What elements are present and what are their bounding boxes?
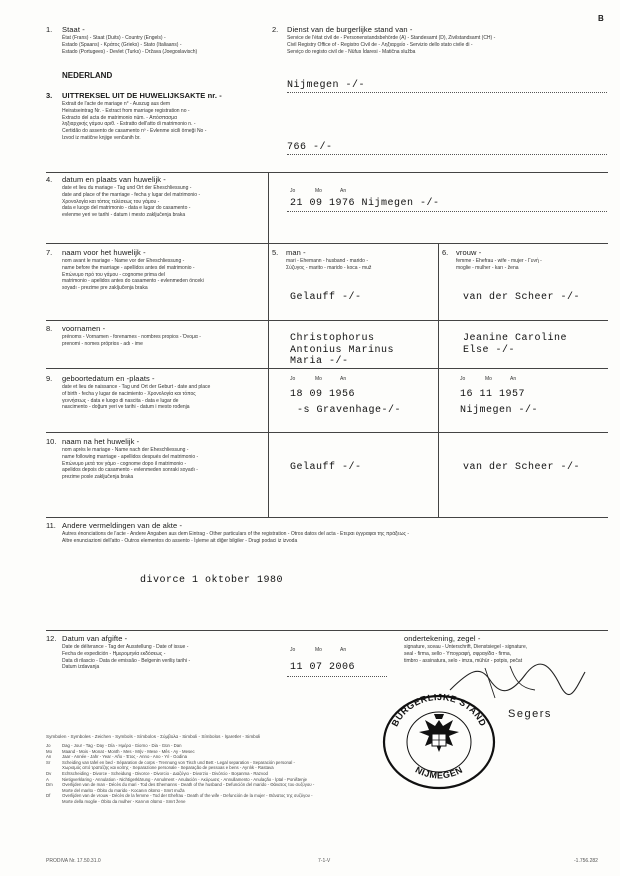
s4-title: datum en plaats van huwelijk -	[62, 175, 166, 184]
country-value: NEDERLAND	[62, 71, 113, 80]
s7-line: name before the marriage - apellidos antes del matrimonio -	[62, 264, 195, 271]
wife-name-before-value: van der Scheer -/-	[463, 292, 581, 303]
legend-text: Χωρισμός από τραπέζης και κοίτης - Separazione personale - Separação de pessoas e bens - Ayrılık - Rastava	[62, 765, 274, 771]
s11-number: 11.	[46, 521, 56, 530]
s2-line: Civil Registry Office of - Registro Civil de - Ληξιαρχείο - Servizio dello stato civile di -	[287, 41, 473, 48]
s1-number: 1.	[46, 25, 53, 34]
s11-line: Autres énonciations de l'acte - Andere Angaben aus dem Eintrag - Other particulars of the registration - Otros datos del acta - Ετεραι έγγραφαι της πράξεως -	[62, 531, 409, 537]
s2-line: Serviço do registo civil de - Nüfus İdaresi - Matična služba	[287, 48, 416, 55]
signature-line: timbro - assinatura, selo - imza, mühür - potpis, pečat	[404, 657, 523, 664]
signature-title: ondertekening, zegel -	[404, 634, 481, 643]
month-label: Mo	[485, 376, 492, 382]
s7-translations	[62, 258, 267, 292]
s3-line: ληξιαρχικής γάμου αριθ. - Estratto dell'atto di matrimonio n. -	[62, 121, 196, 128]
s4-line: Χρονολογία και τόπος τελέσεως του γάμου -	[62, 198, 160, 205]
s9-line: date et lieu de naissance - Tag und Ort der Geburt - date and place	[62, 384, 211, 390]
legend-text: Jaar - Année - Jahr - Year - Año - Έτος - Anno - Ano - Yıl - Godina	[62, 754, 187, 760]
s4-line: evlenme yeri ve tarihi - datum i mesto zaključenja braka	[62, 212, 186, 219]
forename-line: Maria -/-	[290, 356, 349, 367]
legend-text: Overlijden van de vrouw - Décès de la femme - Tod der Ehefrau - Death of the wife - Defunción de la mujer - Θάνατος της συζύγου -	[62, 793, 313, 799]
legend-text: Maand - Mois - Monat - Month - Mes - Μήν - Mese - Mês - Ay - Mesec	[62, 748, 195, 754]
corner-letter: B	[598, 14, 604, 23]
s9-line: γεννήσεως - data e luogo di nascita - data e lugar de	[62, 397, 179, 404]
stamp-top-text: BURGERLIJKE STAND	[389, 691, 489, 728]
s8-line: prénoms - Vornamen - forenames - nombres propios - Όνομα -	[62, 334, 201, 340]
s2-title: Dienst van de burgerlijke stand van -	[287, 25, 413, 34]
s6-title: vrouw -	[456, 248, 482, 257]
s10-line: name following marriage - apellidos después del matrimonio -	[62, 453, 199, 460]
s2-line: Service de l'état civil de - Personenstandsbehörde (A) - Standesamt (D), Zivilstandsamt (CH) -	[287, 35, 496, 41]
year-label: An	[340, 647, 347, 653]
husband-forenames-value	[290, 333, 394, 368]
footer-form-code: PRODIVA Nr. 17.50.31.0	[46, 858, 101, 864]
signature-line: signature, sceau - Unterschrift, Dienstsiegel - signature,	[404, 644, 528, 650]
other-particulars-value: divorce 1 oktober 1980	[140, 575, 284, 586]
s5-number: 5.	[272, 248, 279, 257]
s9-title: geboortedatum en -plaats -	[62, 374, 155, 383]
legend-key: Sr	[46, 759, 51, 765]
legend-key: A	[46, 776, 49, 782]
day-label: Jo	[290, 188, 296, 194]
s8-number: 8.	[46, 324, 53, 333]
wife-forenames-value	[463, 333, 567, 356]
s10-translations	[62, 447, 267, 481]
day-label: Jo	[460, 376, 466, 382]
s2-translations	[287, 35, 607, 55]
footer-center-code: 7-1-V	[318, 858, 331, 864]
s3-translations	[62, 101, 272, 142]
s5-translations	[286, 258, 436, 272]
s4-translations	[62, 185, 267, 219]
s12-line: Date de délivrance - Tag der Ausstellung - Date of issue -	[62, 644, 189, 650]
s10-title: naam na het huwelijk -	[62, 437, 140, 446]
s1-line: Estado (Portugees) - Devlet (Turks) - Država (Joegoslavisch)	[62, 48, 198, 55]
column-divider	[438, 243, 439, 517]
s3-dotted-line	[287, 154, 607, 155]
s6-translations	[456, 258, 606, 272]
table-rule	[46, 517, 608, 518]
s2-number: 2.	[272, 25, 279, 34]
year-label: An	[510, 376, 517, 382]
s7-line: matrimonio - apelidos antes do casamento - evlenmeden önceki	[62, 278, 204, 285]
s7-line: nom avant le mariage - Name vor der Eheschliessung -	[62, 258, 185, 264]
s1-title: Staat -	[62, 25, 85, 34]
stamp-bottom-text: NIJMEGEN	[413, 764, 465, 781]
symbols-title: Symbolen - Symboles - Zeichen - Symbols - Símbolos - Σύμβολα - Simboli - Símbolos - İşaretler - Simboli	[46, 734, 261, 739]
day-label: Jo	[290, 376, 296, 382]
table-rule	[46, 368, 608, 369]
symbols-legend	[46, 743, 446, 805]
month-label: Mo	[315, 647, 322, 653]
forename-line: Jeanine Caroline	[463, 333, 568, 344]
s9-line: of birth - fecha y lugar de nacimiento - Χρονολογία και τόπος	[62, 390, 196, 397]
table-rule	[46, 243, 608, 244]
signature-line: seal - firma, sello - Υπογραφή, σφραγίδα - firma,	[404, 650, 512, 657]
wife-name-after-value: van der Scheer -/-	[463, 462, 581, 473]
s3-line: Izvod iz matične knjige venčanih br.	[62, 134, 141, 141]
wife-birth-date-value: 16 11 1957	[460, 389, 526, 400]
s8-translations	[62, 334, 267, 348]
legend-text: Morte del marito - Óbito do marido - Kocanın ölümü - Smrt muža	[62, 787, 185, 793]
s4-line: date and place of the marriage - fecha y lugar del matrimonio -	[62, 191, 201, 198]
s3-title: UITTREKSEL UIT DE HUWELIJKSAKTE nr. -	[62, 91, 222, 100]
s12-dotted-line	[287, 676, 387, 677]
legend-key: Mo	[46, 748, 52, 754]
column-divider	[268, 172, 269, 517]
legend-key: An	[46, 754, 52, 760]
s1-line: État (Frans) - Staat (Duits) - Country (Engels) -	[62, 35, 166, 41]
s8-title: voornamen -	[62, 324, 106, 333]
s10-line: Επώνυμο μετά τον γάμο - cognome dopo il matrimonio -	[62, 460, 187, 467]
s1-translations	[62, 35, 262, 55]
s12-title: Datum van afgifte -	[62, 634, 128, 643]
s2-dotted-line	[287, 92, 607, 93]
legend-text: Echtscheiding - Divorce - Scheidung - Divorce - Divorcio - Διαζύγιο - Divorzio - Divórcio - Boşanma - Razvod	[62, 770, 268, 776]
table-rule	[46, 172, 608, 173]
table-rule	[46, 320, 608, 321]
s9-line: nascimento - doğum yeri ve tarihi - datum i mesto rođenja	[62, 404, 190, 411]
s6-number: 6.	[442, 248, 449, 257]
husband-birth-place-value: -s Gravenhage-/-	[297, 405, 402, 416]
table-rule	[46, 630, 608, 631]
s7-number: 7.	[46, 248, 53, 257]
s10-line: apelidos depois do casamento - evlenmeden sonraki soyadı -	[62, 467, 198, 474]
legend-text: Morte della moglie - Óbito da mulher - Karının ölümü - Smrt žene	[62, 798, 186, 804]
legend-key: Dv	[46, 770, 52, 776]
husband-birth-date-value: 18 09 1956	[290, 389, 356, 400]
s11-title: Andere vermeldingen van de akte -	[62, 521, 183, 530]
s7-line: Επώνυμο πρό του γάμου - cognome prima del	[62, 271, 165, 278]
month-label: Mo	[315, 188, 322, 194]
forename-line: Else -/-	[463, 344, 516, 356]
legend-key: Dm	[46, 782, 53, 788]
legend-key: Jo	[46, 743, 51, 748]
legend-row	[46, 799, 446, 805]
year-label: An	[340, 188, 347, 194]
s5-title: man -	[286, 248, 306, 257]
forename-line: Christophorus	[290, 333, 375, 344]
legend-key: Df	[46, 793, 51, 799]
legend-text: Scheiding van tafel en bed - Séparation de corps - Trennung von Tisch und Bett - Legal separation - Separación personal -	[62, 759, 295, 765]
s4-dotted-line	[287, 211, 607, 212]
registry-office-value: Nijmegen -/-	[287, 80, 366, 91]
footer-serial: -1.756.282	[574, 858, 598, 864]
s3-line: Heiratseintrag Nr. - Extract from marriage registration no -	[62, 107, 190, 114]
s12-line: Fecha de expedición - Ημερομηνία εκδόσεως -	[62, 650, 166, 657]
s11-translations	[62, 531, 610, 545]
s11-line: Altre enunciazioni dell'atto - Outros elementos do assento - İşleme ait diğer bilgiler - Drugi podaci iz izvoda	[62, 537, 298, 544]
s9-translations	[62, 384, 267, 411]
s12-translations	[62, 644, 272, 671]
s6-line: femme - Ehefrau - wife - mujer - Γυνή -	[456, 258, 542, 264]
legend-text: Overlijden van de man - Décès du mari - Tod des Ehemanns - Death of the husband - Defunción del marido - Θάνατος του συζύγου -	[62, 782, 315, 788]
year-label: An	[340, 376, 347, 382]
s8-line: prenomi - nomes próprios - adı - ime	[62, 340, 143, 347]
issue-date-value: 11 07 2006	[290, 662, 356, 673]
s12-line: Data di rilascio - Data de emissão - Belgenin veriliş tarihi -	[62, 657, 191, 664]
s3-line: Certidão do assento de casamento nº - Evlenme sicili örneği No -	[62, 128, 207, 135]
s3-line: Extrait de l'acte de mariage n° - Auszug aus dem	[62, 101, 171, 107]
month-label: Mo	[315, 376, 322, 382]
wife-birth-place-value: Nijmegen -/-	[460, 405, 539, 416]
s7-line: soyadı - prezime pre zaključenja braka	[62, 285, 148, 292]
s4-line: date et lieu du mariage - Tag und Ort der Eheschliessung -	[62, 185, 192, 191]
legend-text: Nietigverklaring - Annulation - Nichtigerklärung - Annulment - Anulación - Ακύρωσις - Annullamento - Anulação - İptal - Poništenje	[62, 776, 308, 782]
s10-line: prezime posle zaključenja braka	[62, 474, 134, 481]
s10-line: nom après le mariage - Name nach der Eheschliessung -	[62, 447, 189, 453]
registrar-name: Segers	[508, 708, 552, 720]
husband-name-before-value: Gelauff -/-	[290, 292, 362, 303]
legend-text: Dag - Jour - Tag - Day - Día - Ημέρα - Giorno - Dia - Gün - Dan	[62, 743, 182, 748]
forename-line: Antonius Marinus	[290, 344, 395, 356]
s10-number: 10.	[46, 437, 57, 446]
s7-title: naam voor het huwelijk -	[62, 248, 146, 257]
s5-line: Σύζυγος - marito - marido - koca - muž	[286, 264, 372, 271]
s3-line: Extracto del acta de matrimonio núm. - Απόσπασμα	[62, 114, 178, 121]
s1-line: Estado (Spaans) - Κράτος (Grieks) - Stato (Italiaans) -	[62, 41, 182, 48]
s9-number: 9.	[46, 374, 53, 383]
s12-line: Datum izdavanja	[62, 664, 100, 671]
table-rule	[46, 432, 608, 433]
s5-line: mari - Ehemann - husband - marido -	[286, 258, 368, 264]
s4-number: 4.	[46, 175, 53, 184]
s3-number: 3.	[46, 91, 53, 100]
s6-line: moglie - mulher - karı - žena	[456, 264, 519, 271]
day-label: Jo	[290, 647, 296, 653]
s12-number: 12.	[46, 634, 57, 643]
husband-name-after-value: Gelauff -/-	[290, 462, 362, 473]
certificate-number-value: 766 -/-	[287, 142, 333, 153]
marriage-date-place-value: 21 09 1976 Nijmegen -/-	[290, 198, 440, 209]
s4-line: data e luogo del matrimonio - data e lugar do casamento -	[62, 205, 191, 212]
